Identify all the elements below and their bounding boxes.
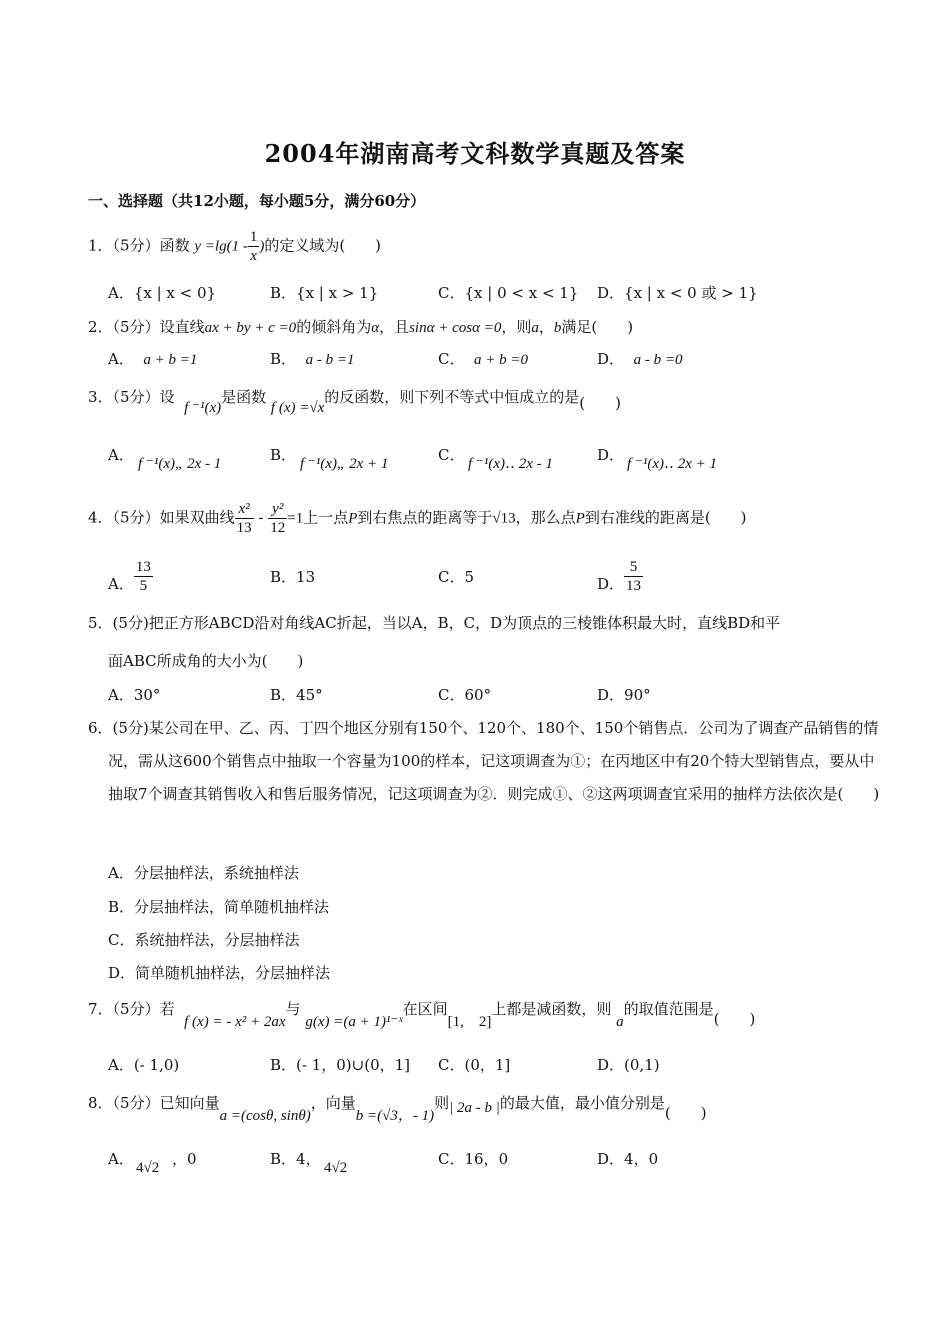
question-2: 2．（5分）设直线ax + by + c =0的倾斜角为α，且sinα + cosα =0，则a，b满足( ) bbox=[88, 318, 634, 336]
q5-option-d: D．90° bbox=[597, 686, 651, 704]
q5-option-a: A．30° bbox=[108, 686, 161, 704]
q4-option-d: D． $\frac{5}{13}$ bbox=[597, 559, 642, 594]
q1-option-c: C．{x | 0 < x < 1} bbox=[438, 284, 579, 302]
q4-option-b: B．13 bbox=[270, 568, 316, 586]
q1-option-d: D．{x | x < 0 或 > 1} bbox=[597, 284, 758, 302]
q6-option-c: C．系统抽样法，分层抽样法 bbox=[108, 931, 300, 949]
q3-option-b: B． bbox=[270, 446, 297, 464]
q3-option-d-expr: f ⁻¹(x)‥ 2x + 1 bbox=[627, 456, 718, 472]
q7-text-2: 在区间 bbox=[402, 1000, 448, 1018]
q4-text-1: 上一点 bbox=[303, 508, 349, 527]
q3-option-c: C． bbox=[438, 446, 465, 464]
q8-stem: 8．（5分）已知向量 bbox=[88, 1094, 220, 1112]
question-3 bbox=[88, 386, 621, 416]
q5-option-b: B．45° bbox=[270, 686, 323, 704]
q1-close-paren: ) bbox=[259, 238, 265, 255]
q2-condition: sinα + cosα =0 bbox=[409, 320, 502, 336]
q8-option-a: A． bbox=[108, 1150, 134, 1168]
q4-frac-x: $\frac{\text{x²}}{13}$ bbox=[236, 501, 252, 536]
q3-stem: 3．（5分）设 bbox=[88, 388, 175, 406]
q2-option-b: B． a - b =1 bbox=[270, 350, 355, 368]
q4-text-4: 到右准线的距离是( ) bbox=[584, 508, 747, 527]
q2-option-c: C． a + b =0 bbox=[438, 350, 529, 368]
q8-abs: | 2a - b | bbox=[449, 1100, 500, 1116]
q2-line-equation: ax + by + c =0 bbox=[204, 320, 297, 336]
q7-function-g: g(x) =(a + 1)¹⁻ˣ bbox=[305, 1014, 403, 1030]
q1-option-a: A．{x | x < 0} bbox=[108, 284, 217, 302]
question-1 bbox=[88, 228, 381, 265]
q3-option-a: A． bbox=[108, 446, 134, 464]
q7-text-4: 的取值范围是 bbox=[623, 1000, 714, 1018]
q2-var-b: b bbox=[553, 320, 562, 336]
q4-text-2: 到右焦点的距离等于 bbox=[357, 508, 493, 527]
q1-number: 1． bbox=[88, 236, 113, 255]
q8-option-b-value: 4√2 bbox=[324, 1160, 348, 1176]
q4-stem: 4．（5分）如果双曲线 bbox=[88, 508, 235, 527]
q6-option-d: D．简单随机抽样法，分层抽样法 bbox=[108, 964, 331, 982]
q8-option-a-tail: ，0 bbox=[172, 1150, 197, 1168]
q7-stem: 7．（5分）若 bbox=[88, 1000, 175, 1018]
q2-stem: 2．（5分）设直线 bbox=[88, 318, 205, 336]
q2-alpha: α bbox=[371, 320, 380, 336]
q7-var-a: a bbox=[616, 1014, 624, 1030]
q7-function-f: f (x) = - x² + 2ax bbox=[184, 1014, 286, 1030]
q6-option-a: A．分层抽样法，系统抽样法 bbox=[108, 864, 299, 882]
q8-text-2: 则 bbox=[434, 1094, 450, 1112]
q3-option-d: D． bbox=[597, 446, 625, 464]
q4-text-3: ，那么点 bbox=[515, 508, 576, 527]
q3-text-1: 是函数 bbox=[221, 388, 267, 406]
q8-vector-a: a =(cosθ, sinθ) bbox=[219, 1108, 311, 1124]
q6-option-b: B．分层抽样法，简单随机抽样法 bbox=[108, 898, 330, 916]
q3-inverse-function: f ⁻¹(x) bbox=[184, 400, 222, 416]
q3-option-a-expr: f ⁻¹(x)„ 2x - 1 bbox=[138, 456, 222, 472]
q1-function: y =lg(1 - bbox=[194, 238, 248, 255]
q7-text-1: 与 bbox=[285, 1000, 301, 1018]
question-6: 6．(5分)某公司在甲、乙、丙、丁四个地区分别有150个、120个、180个、150个销售点．公司为了调查产品销售的情况，需从这600个销售点中抽取一个容量为100的样本，记这项调查为①；在丙地区中有20个特大型销售点，要从中抽取7个调查其销售收入和售后服务情况，记这项调查为②．则完成①、②这两项调查宜采用的抽样方法依次是( ) bbox=[88, 719, 880, 803]
q8-text-1: ，向量 bbox=[310, 1094, 356, 1112]
question-7 bbox=[88, 998, 756, 1030]
q3-function: f (x) =√x bbox=[270, 400, 325, 416]
q1-tail: 的定义域为( ) bbox=[264, 236, 382, 255]
q2-option-a: A． a + b =1 bbox=[108, 350, 198, 368]
q5-option-c: C．60° bbox=[438, 686, 492, 704]
q7-text-3: 上都是减函数，则 bbox=[491, 1000, 612, 1018]
q3-option-c-expr: f ⁻¹(x)‥ 2x - 1 bbox=[468, 456, 553, 472]
q7-option-b: B．(- 1，0)∪(0，1] bbox=[270, 1056, 411, 1074]
q8-paren: ( ) bbox=[664, 1104, 707, 1122]
q4-frac-y: $\frac{\text{y²}}{12}$ bbox=[270, 501, 286, 536]
q8-option-d: D．4，0 bbox=[597, 1150, 659, 1168]
q4-point-p-2: P bbox=[575, 510, 585, 527]
q3-option-b-expr: f ⁻¹(x)„ 2x + 1 bbox=[300, 456, 389, 472]
q8-vector-b: b =(√3，- 1) bbox=[355, 1108, 435, 1124]
q2-text-1: 的倾斜角为 bbox=[296, 318, 372, 336]
question-5-line-1: 5．(5分)把正方形ABCD沿对角线AC折起，当以A，B，C，D为顶点的三棱锥体积最大时，直线BD和平 bbox=[88, 614, 781, 632]
q7-option-a: A．(- 1,0) bbox=[108, 1056, 180, 1074]
q4-sqrt: √13 bbox=[492, 510, 516, 527]
q7-interval: [1, 2] bbox=[447, 1014, 492, 1030]
q7-option-c: C．(0，1] bbox=[438, 1056, 511, 1074]
q4-equals: =1 bbox=[287, 510, 304, 527]
q7-paren: ( ) bbox=[713, 1010, 756, 1028]
q4-point-p: P bbox=[348, 510, 358, 527]
q2-text-4: 满足( ) bbox=[561, 318, 634, 336]
question-8 bbox=[88, 1092, 707, 1124]
q8-option-a-value: 4√2 bbox=[136, 1160, 160, 1176]
q3-text-2: 的反函数，则下列不等式中恒成立的是 bbox=[324, 388, 580, 406]
q4-minus: - bbox=[258, 508, 264, 527]
q8-option-c: C．16，0 bbox=[438, 1150, 509, 1168]
q2-var-a: a bbox=[531, 320, 539, 336]
question-5-line-2: 面ABC所成角的大小为( ) bbox=[108, 652, 304, 670]
q2-text-3: ，则 bbox=[501, 318, 532, 336]
q1-score: （5分）函数 bbox=[112, 236, 190, 255]
q2-text-2: ，且 bbox=[379, 318, 410, 336]
q2-option-d: D． a - b =0 bbox=[597, 350, 683, 368]
q1-option-b: B．{x | x > 1} bbox=[270, 284, 379, 302]
section-heading: 一、选择题（共12小题，每小题5分，满分60分） bbox=[88, 192, 426, 210]
page-title: 2004年湖南高考文科数学真题及答案 bbox=[264, 139, 686, 168]
q1-fraction: $\frac{1}{x}$ bbox=[249, 229, 258, 264]
q4-option-a: A． $\frac{13}{5}$ bbox=[108, 559, 151, 594]
q3-paren: ( ) bbox=[579, 394, 621, 412]
q8-text-3: 的最大值，最小值分别是 bbox=[499, 1094, 665, 1112]
question-4 bbox=[88, 500, 747, 537]
q7-option-d: D．(0,1) bbox=[597, 1056, 660, 1074]
q8-option-b: B．4， bbox=[270, 1150, 321, 1168]
q4-option-c: C．5 bbox=[438, 568, 475, 586]
